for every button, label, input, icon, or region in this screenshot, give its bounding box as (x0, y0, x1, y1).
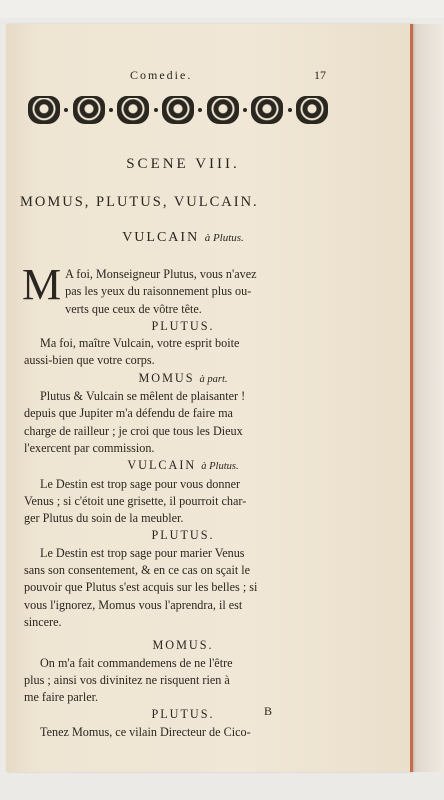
text-line: Le Destin est trop sage pour vous donner (40, 476, 241, 491)
ornament-dot (288, 108, 292, 112)
ornament-dot (109, 108, 113, 112)
speaker-name: PLUTUS. (151, 528, 215, 543)
speech-plutus-1 (24, 335, 342, 370)
scan-background (0, 0, 444, 18)
speaker-name: VULCAIN (127, 458, 197, 473)
text-line: l'exercent par commission. (24, 440, 155, 455)
ornament-dot (198, 108, 202, 112)
stage-direction: à part. (199, 373, 228, 385)
book-page (6, 24, 413, 772)
ornament-icon (296, 96, 328, 124)
stage-direction: à Plutus. (204, 232, 244, 244)
ornament-dot (64, 108, 68, 112)
text-line: Plutus & Vulcain se mêlent de plaisanter ! (40, 389, 246, 404)
running-title: Comedie. (130, 68, 193, 82)
ornament-icon (28, 96, 60, 124)
drop-cap: M (22, 260, 62, 309)
text-line: aussi-bien que votre corps. (24, 353, 155, 368)
speaker-name: MOMUS. (152, 638, 214, 653)
text-line: sincere. (24, 614, 62, 629)
ornament-icon (207, 96, 239, 124)
text-line: Ma foi, maître Vulcain, votre esprit boite (40, 336, 240, 351)
ornament-icon (117, 96, 149, 124)
speech-plutus-2 (24, 545, 342, 631)
speech-vulcain-1 (22, 260, 342, 318)
ornament-icon (251, 96, 283, 124)
character-list: MOMUS, PLUTUS, VULCAIN. (20, 194, 259, 210)
scene-title: SCENE VIII. (126, 156, 240, 172)
text-line: Tenez Momus, ce vilain Directeur de Cico- (40, 724, 251, 739)
text-line: vous l'ignorez, Momus vous l'aprendra, il est (24, 597, 243, 612)
ornament-icon (73, 96, 105, 124)
stage-direction: à Plutus. (201, 461, 239, 473)
speech-plutus-3 (24, 724, 342, 741)
page-edge-shadow (410, 24, 444, 772)
ornament-icon (162, 96, 194, 124)
speaker-name: PLUTUS. (151, 707, 215, 722)
speech-vulcain-2 (24, 476, 342, 528)
speaker-name: PLUTUS. (151, 318, 215, 333)
speaker-heading (24, 370, 342, 388)
text-line: plus ; ainsi vos divinitez ne risquent rien à (24, 672, 230, 687)
text-line: charge de railleur ; je croi que tous les Dieux (24, 423, 243, 438)
speech-momus-2 (24, 655, 342, 707)
dialogue-body (22, 260, 342, 741)
ornament-dot (243, 108, 247, 112)
signature-mark: B (264, 704, 273, 718)
text-line: me faire parler. (24, 690, 99, 705)
text-line: A foi, Monseigneur Plutus, vous n'avez (65, 267, 257, 281)
ornament-dot (154, 108, 158, 112)
decorative-ornament-band (28, 92, 328, 128)
text-line: sans son consentement, & en ce cas on sçait le (24, 563, 251, 578)
text-line: Venus ; si c'étoit une grisette, il pourroit char- (24, 493, 247, 508)
speech-momus-1 (24, 388, 342, 457)
text-line: pouvoir que Plutus s'est acquis sur les belles ; si (24, 580, 258, 595)
text-line: depuis que Jupiter m'a défendu de faire ma (24, 406, 233, 421)
text-line: ger Plutus du soin de la meubler. (24, 511, 184, 526)
speaker-name: VULCAIN (122, 230, 200, 245)
text-line: On m'a fait commandemens de ne l'être (40, 655, 233, 670)
speaker-heading (24, 457, 342, 475)
text-line: verts que ceux de vôtre tête. (65, 301, 202, 316)
text-line: pas les yeux du raisonnement plus ou- (65, 284, 252, 299)
text-line: Le Destin est trop sage pour marier Venus (40, 545, 245, 560)
speaker-name: MOMUS (138, 370, 195, 385)
opening-speaker (6, 230, 360, 246)
page-number: 17 (314, 68, 326, 82)
